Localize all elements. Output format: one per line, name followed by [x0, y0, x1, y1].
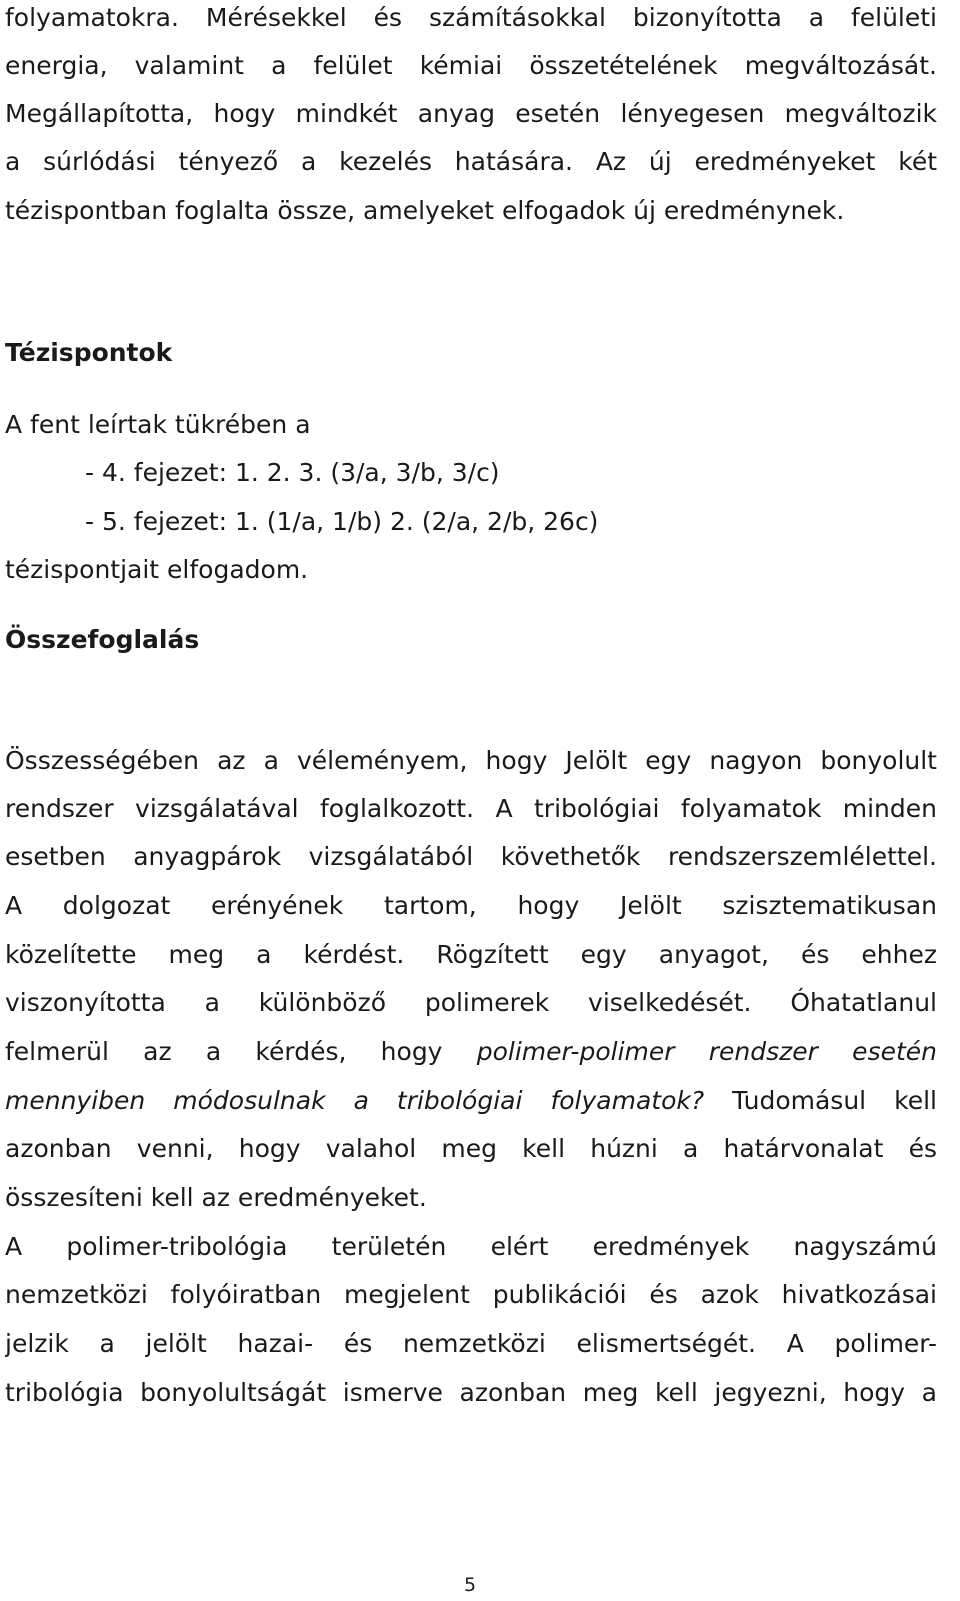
summary-line-9: azonban venni, hogy valahol meg kell húzni a határvonalat és [5, 1134, 937, 1163]
summary-line-10: összesíteni kell az eredményeket. [5, 1183, 427, 1212]
summary-line-4: A dolgozat erényének tartom, hogy Jelölt szisztematikusan [5, 891, 937, 920]
summary-p2-line-2: nemzetközi folyóiratban megjelent publikációi és azok hivatkozásai [5, 1280, 937, 1309]
thesis-item-2: - 5. fejezet: 1. (1/a, 1/b) 2. (2/a, 2/b, 26c) [85, 507, 599, 536]
summary-line-7-italic: polimer-polimer rendszer esetén [476, 1037, 937, 1066]
summary-line-2: rendszer vizsgálatával foglalkozott. A tribológiai folyamatok minden [5, 794, 937, 823]
summary-line-8-plain: Tudomásul kell [704, 1086, 937, 1115]
thesis-heading: Tézispontok [5, 338, 173, 367]
thesis-intro: A fent leírtak tükrében a [5, 410, 311, 439]
summary-line-1: Összességében az a véleményem, hogy Jelölt egy nagyon bonyolult [5, 746, 937, 775]
summary-line-7 [5, 1036, 937, 1068]
summary-p2-line-4: tribológia bonyolultságát ismerve azonban meg kell jegyezni, hogy a [5, 1378, 937, 1407]
summary-heading: Összefoglalás [5, 625, 200, 654]
summary-line-8-italic: mennyiben módosulnak a tribológiai folyamatok? [5, 1086, 705, 1115]
intro-line-3: Megállapította, hogy mindkét anyag esetén lényegesen megváltozik [5, 99, 937, 128]
summary-p2-line-1: A polimer-tribológia területén elért eredmények nagyszámú [5, 1232, 937, 1261]
intro-line-2: energia, valamint a felület kémiai összetételének megváltozását. [5, 51, 937, 80]
summary-line-6: viszonyította a különböző polimerek viselkedését. Óhatatlanul [5, 988, 937, 1017]
intro-line-1: folyamatokra. Mérésekkel és számításokkal bizonyította a felületi [5, 3, 937, 32]
summary-p2-line-3: jelzik a jelölt hazai- és nemzetközi elismertségét. A polimer- [5, 1329, 937, 1358]
page-number: 5 [463, 1574, 477, 1596]
thesis-item-1: - 4. fejezet: 1. 2. 3. (3/a, 3/b, 3/c) [85, 458, 500, 487]
intro-line-5: tézispontban foglalta össze, amelyeket elfogadok új eredménynek. [5, 196, 845, 225]
intro-line-4: a súrlódási tényező a kezelés hatására. Az új eredményeket két [5, 147, 937, 176]
summary-line-8 [5, 1085, 937, 1117]
summary-line-5: közelítette meg a kérdést. Rögzített egy anyagot, és ehhez [5, 940, 937, 969]
thesis-closing: tézispontjait elfogadom. [5, 555, 309, 584]
summary-line-3: esetben anyagpárok vizsgálatából követhetők rendszerszemlélettel. [5, 842, 937, 871]
summary-line-7-plain: felmerül az a kérdés, hogy [5, 1037, 477, 1066]
